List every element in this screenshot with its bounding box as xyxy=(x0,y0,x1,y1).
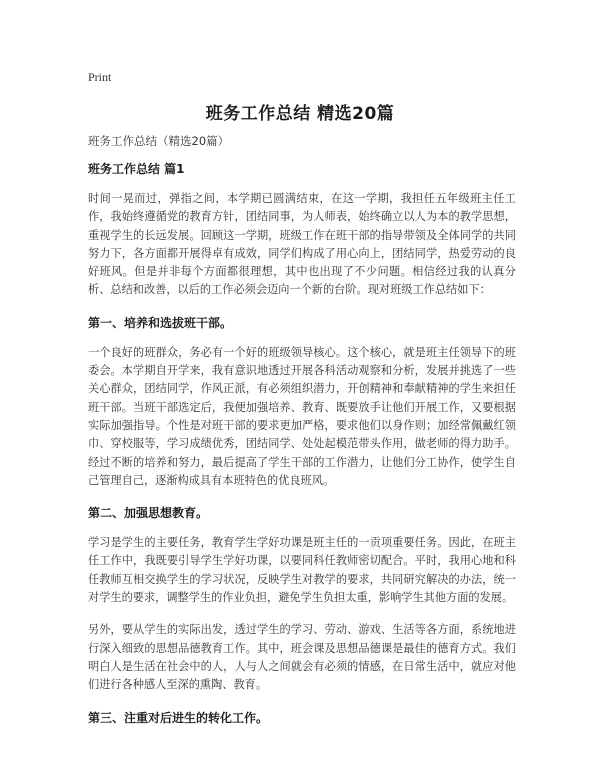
print-link[interactable]: Print xyxy=(88,70,112,84)
document-subtitle: 班务工作总结（精选20篇） xyxy=(88,134,230,148)
paragraph: 时间一晃而过，弹指之间，本学期已圆满结束，在这一学期，我担任五年级班主任工作，我始终遵循党的教育方针，团结同事，为人师表，始终确立以人为本的教学思想，重视学生的长远发展。回顾这一学期，班级工作在班干部的指导带领及全体同学的共同努力下，各方面都开展得卓有成效，同学们构成了用心向上，团结同学，热爱劳动的良好班风。但是并非每个方面都很理想，其中也出现了不少问题。相信经过我的认真分析、总结和改善，以后的工作必须会迈向一个新的台阶。现对班级工作总结如下： xyxy=(88,192,516,297)
section-heading: 第三、注重对后进生的转化工作。 xyxy=(88,710,269,725)
paragraph: 另外，要从学生的实际出发，透过学生的学习、劳动、游戏、生活等各方面，系统地进行深入细致的思想品德教育工作。其中，班会课及思想品德课是最佳的德育方式。我们明白人是生活在社会中的人，人与人之间就会有必须的情感，在日常生活中，就应对他们进行各种感人至深的熏陶、教育。 xyxy=(88,623,516,692)
section-heading: 第一、培养和选拔班干部。 xyxy=(88,315,233,330)
document-body xyxy=(88,160,516,739)
document-title: 班务工作总结 精选20篇 xyxy=(205,104,395,124)
paragraph: 学习是学生的主要任务，教育学生学好功课是班主任的一贡项重要任务。因此，在班主任工作中，我既要引导学生学好功课，以要同科任教师密切配合。平时，我用心地和科任教师互相交换学生的学习状况，反映学生对教学的要求，共同研究解决的办法，统一对学生的要求，调整学生的作业负担，避免学生负担太重，影响学生其他方面的发展。 xyxy=(88,536,516,605)
section-heading: 班务工作总结 篇1 xyxy=(88,162,185,176)
paragraph: 一个良好的班群众，务必有一个好的班级领导核心。这个核心，就是班主任领导下的班委会。本学期自开学来，我有意识地透过开展各科活动观察和分析，发展并挑选了一些关心群众，团结同学，作风正派，有必须组织潜力，开创精神和奉献精神的学生来担任班干部。当班干部选定后，我便加强培养、教育、既要放手让他们开展工作，又要根据实际加强指导。个性是对班干部的要求更加严格，要求他们以身作则；加经常佩戴红领巾、穿校服等，学习成绩优秀，团结同学、处处起模范带头作用，做老师的得力助手。经过不断的培养和努力，最后提高了学生干部的工作潜力，让他们分工协作，使学生自己管理自己，逐渐构成具有本班特色的优良班风。 xyxy=(88,345,516,487)
section-heading: 第二、加强思想教育。 xyxy=(88,506,209,521)
